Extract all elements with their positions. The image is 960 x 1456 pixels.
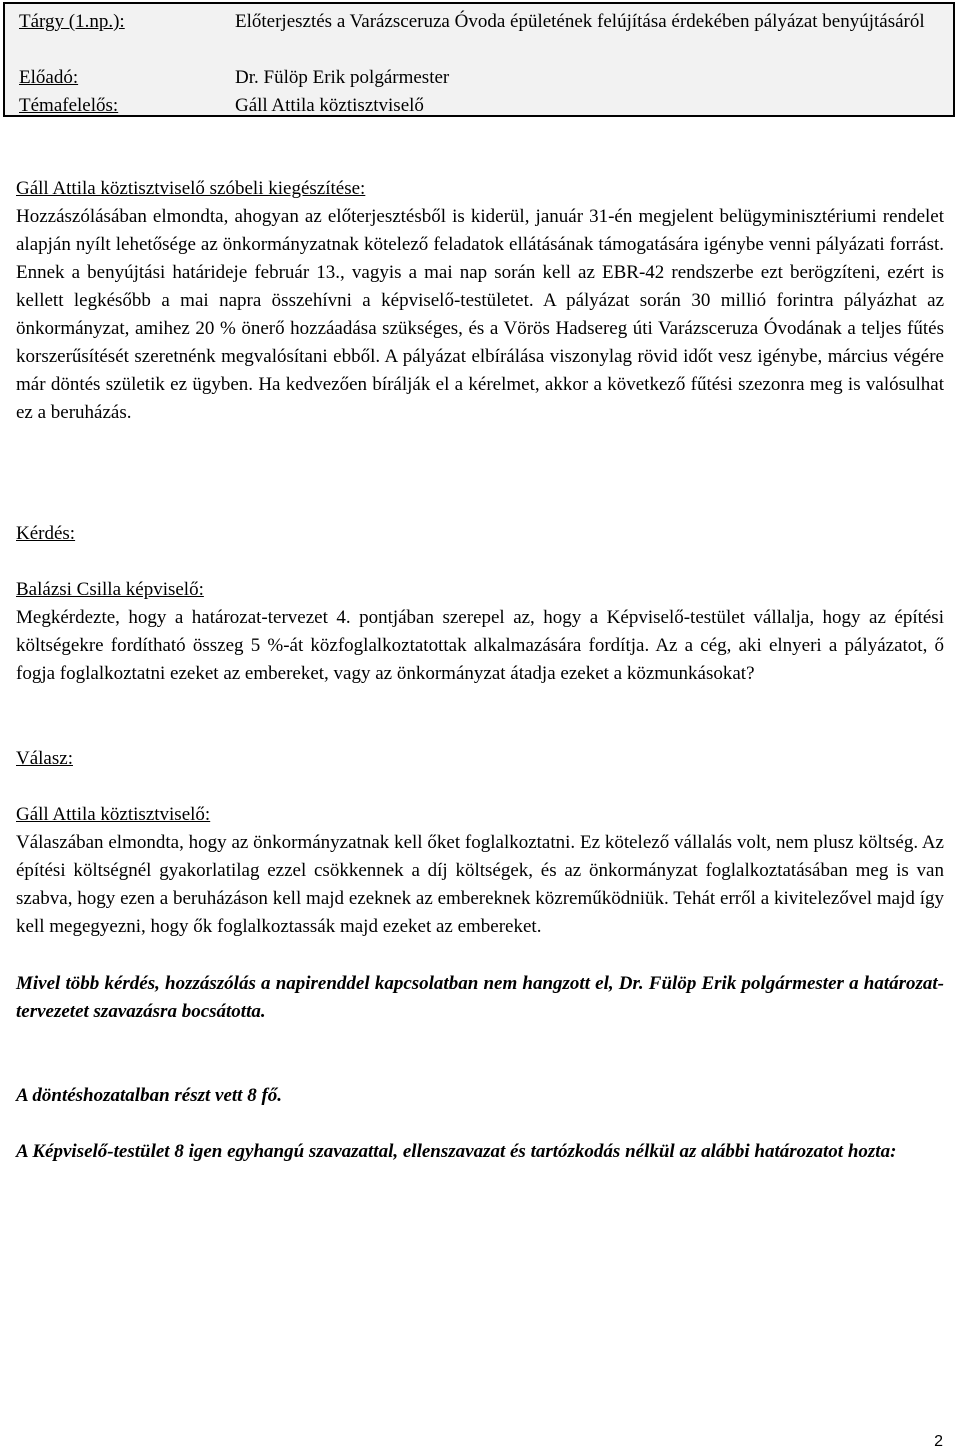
agenda-header-box (3, 2, 955, 117)
responsible-label: Témafelelős: (19, 95, 119, 116)
page-number: 2 (934, 1433, 943, 1450)
subject-label: Tárgy (1.np.): (19, 11, 125, 32)
supplement-heading: Gáll Attila köztisztviselő szóbeli kiegészítése: (16, 178, 366, 199)
subject-value: Előterjesztés a Varázsceruza Óvoda épületének felújítása érdekében pályázat benyújtásáról (235, 11, 925, 32)
answer-body: Válaszában elmondta, hogy az önkormányzatnak kell őket foglalkoztatni. Ez kötelező vállalás volt, nem plusz költség. Az építési költségnél gyakorlatilag ezzel csökkennek a díj költségek, és az önkormányzat foglalkoztatásában meg is van szabva, hogy ezen a beruházáson kell majd ezeknek az embereknek közreműködniük. Tehát erről a kivitelezővel majd így kell megegyezni, hogy ők foglalkoztassák majd ezeket az embereket. (16, 832, 944, 937)
supplement-body: Hozzászólásában elmondta, ahogyan az előterjesztésből is kiderül, január 31-én megjelent belügyminisztériumi rendelet alapján nyílt lehetősége az önkormányzatnak kötelező feladatok ellátásának támogatására igénybe venni pályázati forrást. Ennek a benyújtási határideje február 13., vagyis a mai nap során kell az EBR-42 rendszerbe ezt berögzíteni, ezért is kellett legkésőbb a mai napra összehívni a képviselő-testületet. A pályázat során 30 millió forintra pályázhat az önkormányzat, amihez 20 % önerő hozzáadása szükséges, és a Vörös Hadsereg úti Varázsceruza Óvodának a teljes fűtés korszerűsítését szeretnénk megvalósítani ebből. A pályázat elbírálása viszonylag rövid időt vesz igénybe, március végére már döntés születik ez ügyben. Ha kedvezően bírálják el a kérelmet, akkor a következő fűtési szezonra meg is valósulhat ez a beruházás. (16, 206, 944, 423)
presenter-label: Előadó: (19, 67, 79, 88)
presenter-value: Dr. Fülöp Erik polgármester (235, 67, 450, 88)
question-label: Kérdés: (16, 523, 76, 544)
question-speaker: Balázsi Csilla képviselő: (16, 579, 204, 600)
answer-speaker: Gáll Attila köztisztviselő: (16, 804, 211, 825)
responsible-value: Gáll Attila köztisztviselő (235, 95, 424, 116)
question-body: Megkérdezte, hogy a határozat-tervezet 4. pontjában szerepel az, hogy a Képviselő-testület vállalja, hogy az építési költségekre fordítható összeg 5 %-át közfoglalkoztatottak alkalmazására fordítja. Az a cég, aki elnyeri a pályázatot, ő fogja foglalkoztatni ezeket az embereket, vagy az önkormányzat átadja ezeket a közmunkásokat? (16, 607, 944, 684)
vote-intro: Mivel több kérdés, hozzászólás a napirenddel kapcsolatban nem hangzott el, Dr. Fülöp Erik polgármester a határozat-tervezetet szavazásra bocsátotta. (16, 973, 944, 1022)
resolution-intro: A Képviselő-testület 8 igen egyhangú szavazattal, ellenszavazat és tartózkodás nélkül az alábbi határozatot hozta: (16, 1141, 897, 1162)
answer-label: Válasz: (16, 748, 73, 769)
attendance-note: A döntéshozatalban részt vett 8 fő. (16, 1085, 283, 1106)
